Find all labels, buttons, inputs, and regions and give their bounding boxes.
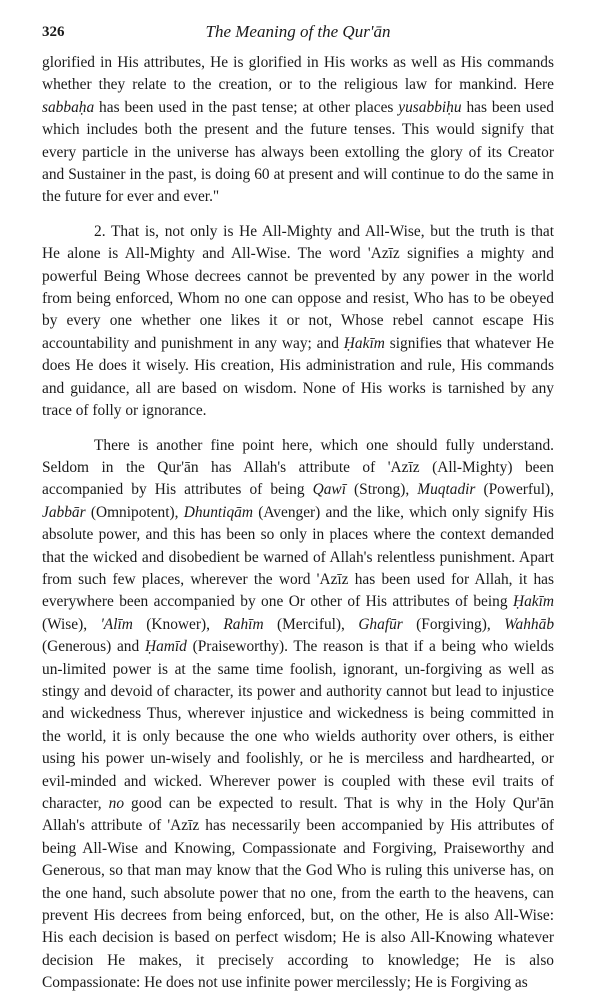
text-line: the future for ever and ever." bbox=[42, 188, 220, 206]
text-line: absolute power, and this has been so only in places where the context demanded bbox=[42, 526, 554, 544]
text-line: from being enforced, Whom no one can oppose and resist, Who has to be obeyed bbox=[42, 290, 554, 308]
text-line: 2. That is, not only is He All-Mighty and All-Wise, but the truth is that bbox=[94, 222, 554, 240]
text-line: accompanied by His attributes of being Qawī (Strong), Muqtadir (Powerful), bbox=[42, 481, 555, 499]
text-line: from such few places, wherever the word 'Azīz has been used for Allah, it has bbox=[42, 570, 554, 588]
text-line: He alone is All-Mighty and All-Wise. The word 'Azīz signifies a mighty and bbox=[42, 245, 554, 263]
text-line: sabbaḥa has been used in the past tense; at other places yusabbiḥu has been used bbox=[42, 98, 554, 116]
text-line: being All-Wise and Knowing, Compassionate and Forgiving, Praiseworthy and bbox=[42, 839, 554, 857]
paragraph bbox=[42, 52, 554, 209]
text-line: Compassionate: He does not use infinite power mercilessly; He is Forgiving as bbox=[42, 974, 528, 992]
page-body bbox=[42, 52, 554, 995]
text-line: Generous, so that man may know that the God Who is ruling this universe has, on bbox=[42, 862, 554, 880]
text-line: (Generous) and Ḥamīd (Praiseworthy). The reason is that if a being who wields bbox=[42, 638, 554, 656]
book-page bbox=[42, 22, 554, 995]
text-line: There is another fine point here, which one should fully understand. bbox=[94, 436, 554, 454]
text-line: trace of folly or ignorance. bbox=[42, 402, 207, 420]
text-line: and Sustainer in the past, is doing 60 at present and will continue to do the same in bbox=[42, 166, 554, 184]
text-line: the one hand, such absolute power that no one, from the earth to the heavens, can bbox=[42, 884, 554, 902]
paragraph bbox=[42, 221, 554, 423]
paragraph bbox=[42, 435, 554, 995]
text-line: every particle in the universe has always been extolling the glory of its Creator bbox=[42, 143, 554, 161]
text-line: using his power un-wisely and foolishly, or he is merciless and hardhearted, or bbox=[42, 750, 554, 768]
text-line: powerful Being Whose decrees cannot be prevented by any power in the world bbox=[42, 267, 554, 285]
text-line: character, no good can be expected to result. That is why in the Holy Qur'ān bbox=[42, 795, 554, 812]
text-line: glorified in His attributes, He is glorified in His works as well as His commands bbox=[42, 54, 554, 71]
text-line: and guidance, all are based on wisdom. None of His works is tarnished by any bbox=[42, 379, 554, 397]
text-line: un-limited power is at the same time foolish, ignorant, un-forgiving as well as bbox=[42, 660, 554, 678]
text-line: by every one whether one likes it or not, Whose rebel cannot escape His bbox=[42, 312, 554, 330]
text-line: Seldom in the Qur'ān has Allah's attribute of 'Azīz (All-Mighty) been bbox=[42, 458, 554, 476]
text-line: Jabbār (Omnipotent), Dhuntiqām (Avenger) and the like, which only signify His bbox=[42, 503, 554, 521]
text-line: does He does it wisely. His creation, His administration and rule, His commands bbox=[42, 357, 554, 375]
text-line: (Wise), 'Alīm (Knower), Rahīm (Merciful), Ghafūr (Forgiving), Wahhāb bbox=[42, 615, 555, 633]
text-line: the world, it is only because the one who wields authority over others, is either bbox=[42, 727, 554, 745]
page-header bbox=[42, 22, 554, 52]
text-line: which includes both the present and the future tenses. This would signify that bbox=[42, 121, 554, 139]
text-line: prevent His decrees from being enforced, but, on the other, He is also All-Wise: bbox=[42, 907, 554, 925]
text-line: Allah's attribute of 'Azīz has necessarily been accompanied by His attributes of bbox=[42, 817, 554, 835]
text-line: decision He makes, it precisely according to knowledge; He is also bbox=[42, 951, 554, 969]
running-title: The Meaning of the Qur'ān bbox=[205, 22, 391, 41]
text-line: stingy and devoid of character, its power and authority cannot but lead to injustice bbox=[42, 682, 554, 700]
text-line: His each decision is based on perfect wisdom; He is also All-Knowing whatever bbox=[42, 929, 554, 947]
text-line: accountability and punishment in any way; and Ḥakīm signifies that whatever He bbox=[42, 334, 554, 352]
page-number: 326 bbox=[42, 24, 65, 40]
text-line: that the wicked and disobedient be warned of Allah's relentless punishment. Apart bbox=[42, 548, 554, 566]
text-line: and wickedness Thus, wherever injustice and wickedness is being committed in bbox=[42, 705, 554, 723]
text-line: everywhere been accompanied by one Or other of His attributes of being Ḥakīm bbox=[42, 593, 554, 611]
text-line: evil-minded and wicked. Wherever power is coupled with these evil traits of bbox=[42, 772, 554, 790]
text-line: whether they relate to the creation, or to the religious law for mankind. Here bbox=[42, 76, 554, 94]
